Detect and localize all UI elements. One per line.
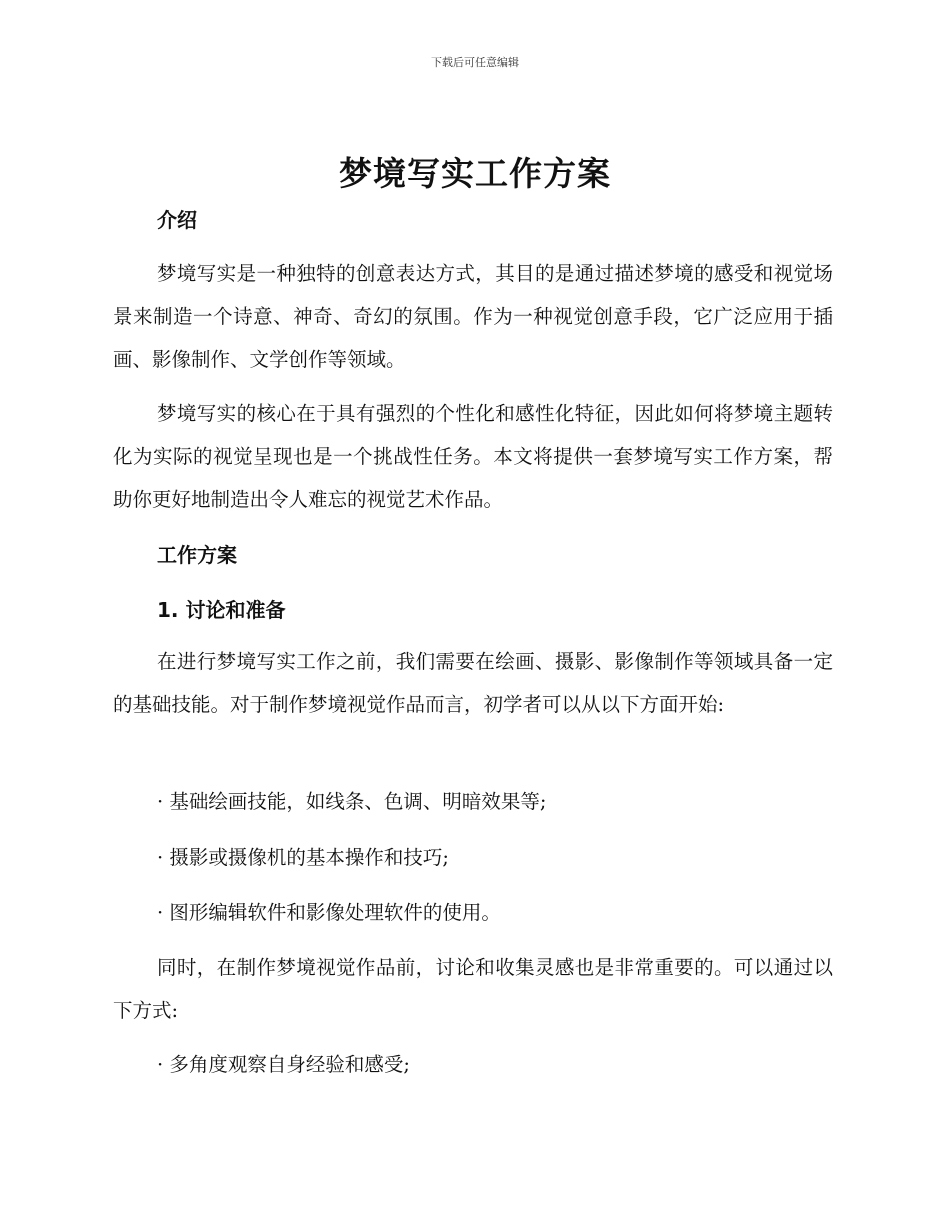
document-title: 梦境写实工作方案 (339, 154, 611, 193)
inspiration-list-item: · 多角度观察自身经验和感受; (157, 1053, 410, 1076)
skill-list-item: · 图形编辑软件和影像处理软件的使用。 (157, 901, 501, 924)
skill-list-item: · 摄影或摄像机的基本操作和技巧; (157, 846, 449, 869)
step1-paragraph-1: 在进行梦境写实工作之前，我们需要在绘画、摄影、影像制作等领域具备一定的基础技能。对于制作梦境视觉作品而言，初学者可以从以下方面开始: (113, 650, 833, 716)
skill-list-item: · 基础绘画技能，如线条、色调、明暗效果等; (157, 790, 547, 813)
section-heading-plan: 工作方案 (157, 543, 237, 567)
page-header-note: 下载后可任意编辑 (431, 56, 519, 69)
section-heading-intro: 介绍 (157, 208, 197, 232)
step1-paragraph-2: 同时，在制作梦境视觉作品前，讨论和收集灵感也是非常重要的。可以通过以下方式: (113, 956, 833, 1022)
intro-paragraph-1: 梦境写实是一种独特的创意表达方式，其目的是通过描述梦境的感受和视觉场景来制造一个诗意、神奇、奇幻的氛围。作为一种视觉创意手段，它广泛应用于插画、影像制作、文学创作等领域。 (113, 262, 833, 371)
intro-paragraph-2: 梦境写实的核心在于具有强烈的个性化和感性化特征，因此如何将梦境主题转化为实际的视觉呈现也是一个挑战性任务。本文将提供一套梦境写实工作方案，帮助你更好地制造出令人难忘的视觉艺术作品。 (113, 402, 833, 511)
step-heading-1: 1. 讨论和准备 (157, 598, 286, 622)
